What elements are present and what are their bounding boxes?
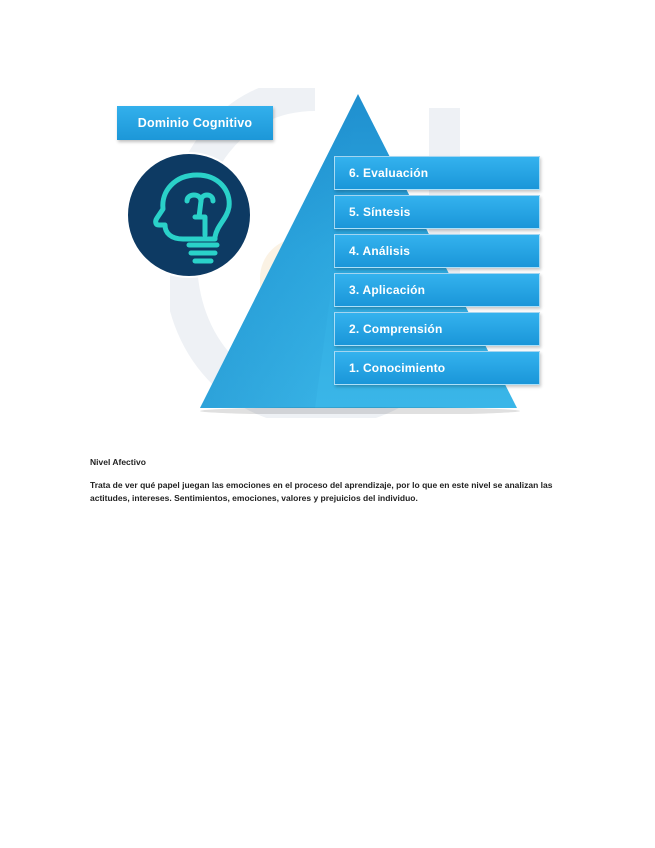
section-heading: Nivel Afectivo xyxy=(90,457,146,467)
level-evaluacion xyxy=(334,156,540,190)
level-label: 3. Aplicación xyxy=(349,283,426,297)
level-label: 6. Evaluación xyxy=(349,166,429,180)
level-sintesis xyxy=(334,195,540,229)
pyramid-levels xyxy=(334,156,540,390)
level-analisis xyxy=(334,234,540,268)
level-label: 4. Análisis xyxy=(349,244,411,258)
head-lightbulb-icon xyxy=(125,151,253,279)
level-label: 2. Comprensión xyxy=(349,322,443,336)
level-conocimiento xyxy=(334,351,540,385)
section-paragraph: Trata de ver qué papel juegan las emociones en el proceso del aprendizaje, por lo que en este nivel se analizan las actitudes, intereses. Sentimientos, emociones, valores y prejuicios del individuo. xyxy=(90,480,553,503)
level-label: 1. Conocimiento xyxy=(349,361,446,375)
level-aplicacion xyxy=(334,273,540,307)
level-label: 5. Síntesis xyxy=(349,205,411,219)
level-comprension xyxy=(334,312,540,346)
diagram-title: Dominio Cognitivo xyxy=(117,106,273,140)
